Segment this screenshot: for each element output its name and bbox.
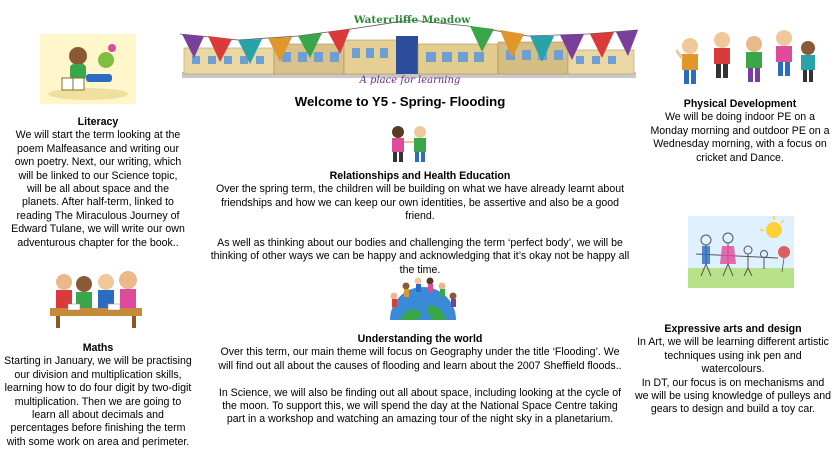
- children-desk-icon: [48, 268, 144, 330]
- world-para-2: In Science, we will also be finding out all about space, including looking at the cycle of the moon. To support this, we will spend the day at the National Space Centre taking part in a workshop and watching an amazing tour of the night sky in a planetarium.: [218, 386, 622, 426]
- children-playing-icon: [676, 28, 816, 90]
- page-title: Welcome to Y5 - Spring- Flooding: [294, 94, 506, 109]
- rhe-heading: Relationships and Health Education: [329, 170, 511, 182]
- rhe-para-2: As well as thinking about our bodies and challenging the term ‘perfect body’, we will be thinking of other ways we can be happy and acknowledging that it’s okay not be happy all the time.: [210, 237, 630, 276]
- maths-section: [4, 342, 192, 449]
- pe-body: We will be doing indoor PE on a Monday morning and outdoor PE on a Wednesday morning, with a focus on cricket and Dance.: [650, 111, 830, 164]
- pe-heading: Physical Development: [683, 98, 797, 110]
- world-heading: Understanding the world: [357, 333, 483, 345]
- arts-para-2: In DT, our focus is on mechanisms and we will be using knowledge of pulleys and gears to design and build a toy car.: [634, 376, 832, 416]
- rhe-section: [208, 170, 632, 277]
- arts-para-1: In Art, we will be learning different artistic techniques using ink pen and watercolours.: [637, 336, 829, 376]
- world-para-1: Over this term, our main theme will focus on Geography under the title ‘Flooding’. We will find out all about the causes of flooding and learn about the 2007 Sheffield floods..: [218, 346, 622, 372]
- globe-children-icon: [386, 276, 460, 320]
- literacy-section: [10, 116, 186, 250]
- literacy-heading: Literacy: [77, 116, 119, 128]
- arts-heading: Expressive arts and design: [664, 323, 802, 335]
- pe-section: [650, 98, 830, 165]
- arts-section: [634, 323, 832, 417]
- reading-child-icon: [40, 34, 136, 104]
- maths-heading: Maths: [82, 342, 114, 354]
- family-drawing-icon: [688, 216, 794, 288]
- friends-icon: [384, 124, 434, 164]
- literacy-body: We will start the term looking at the poem Malfeasance and writing our own poetry. Next, our writing, which will be linked to our Science topic, will be all about space and the planets. After half-term, linked to reading The Miraculous Journey of Edward Tulane, we will write our own adventurous chapter for the book..: [11, 129, 185, 249]
- maths-body: Starting in January, we will be practising our division and multiplication skills, learning how to do four digit by two-digit multiplication. Then we are going to learn all about decimals and percentages before finishing the term with some work on area and perimeter.: [4, 355, 192, 448]
- school-name: Watercliffe Meadow: [353, 14, 471, 26]
- rhe-para-1: Over the spring term, the children will be building on what we have already learnt about friendships and how we can keep our own identities, be assertive and also be a good friend.: [215, 183, 625, 223]
- world-section: [218, 333, 622, 427]
- school-motto: A place for learning: [359, 75, 461, 86]
